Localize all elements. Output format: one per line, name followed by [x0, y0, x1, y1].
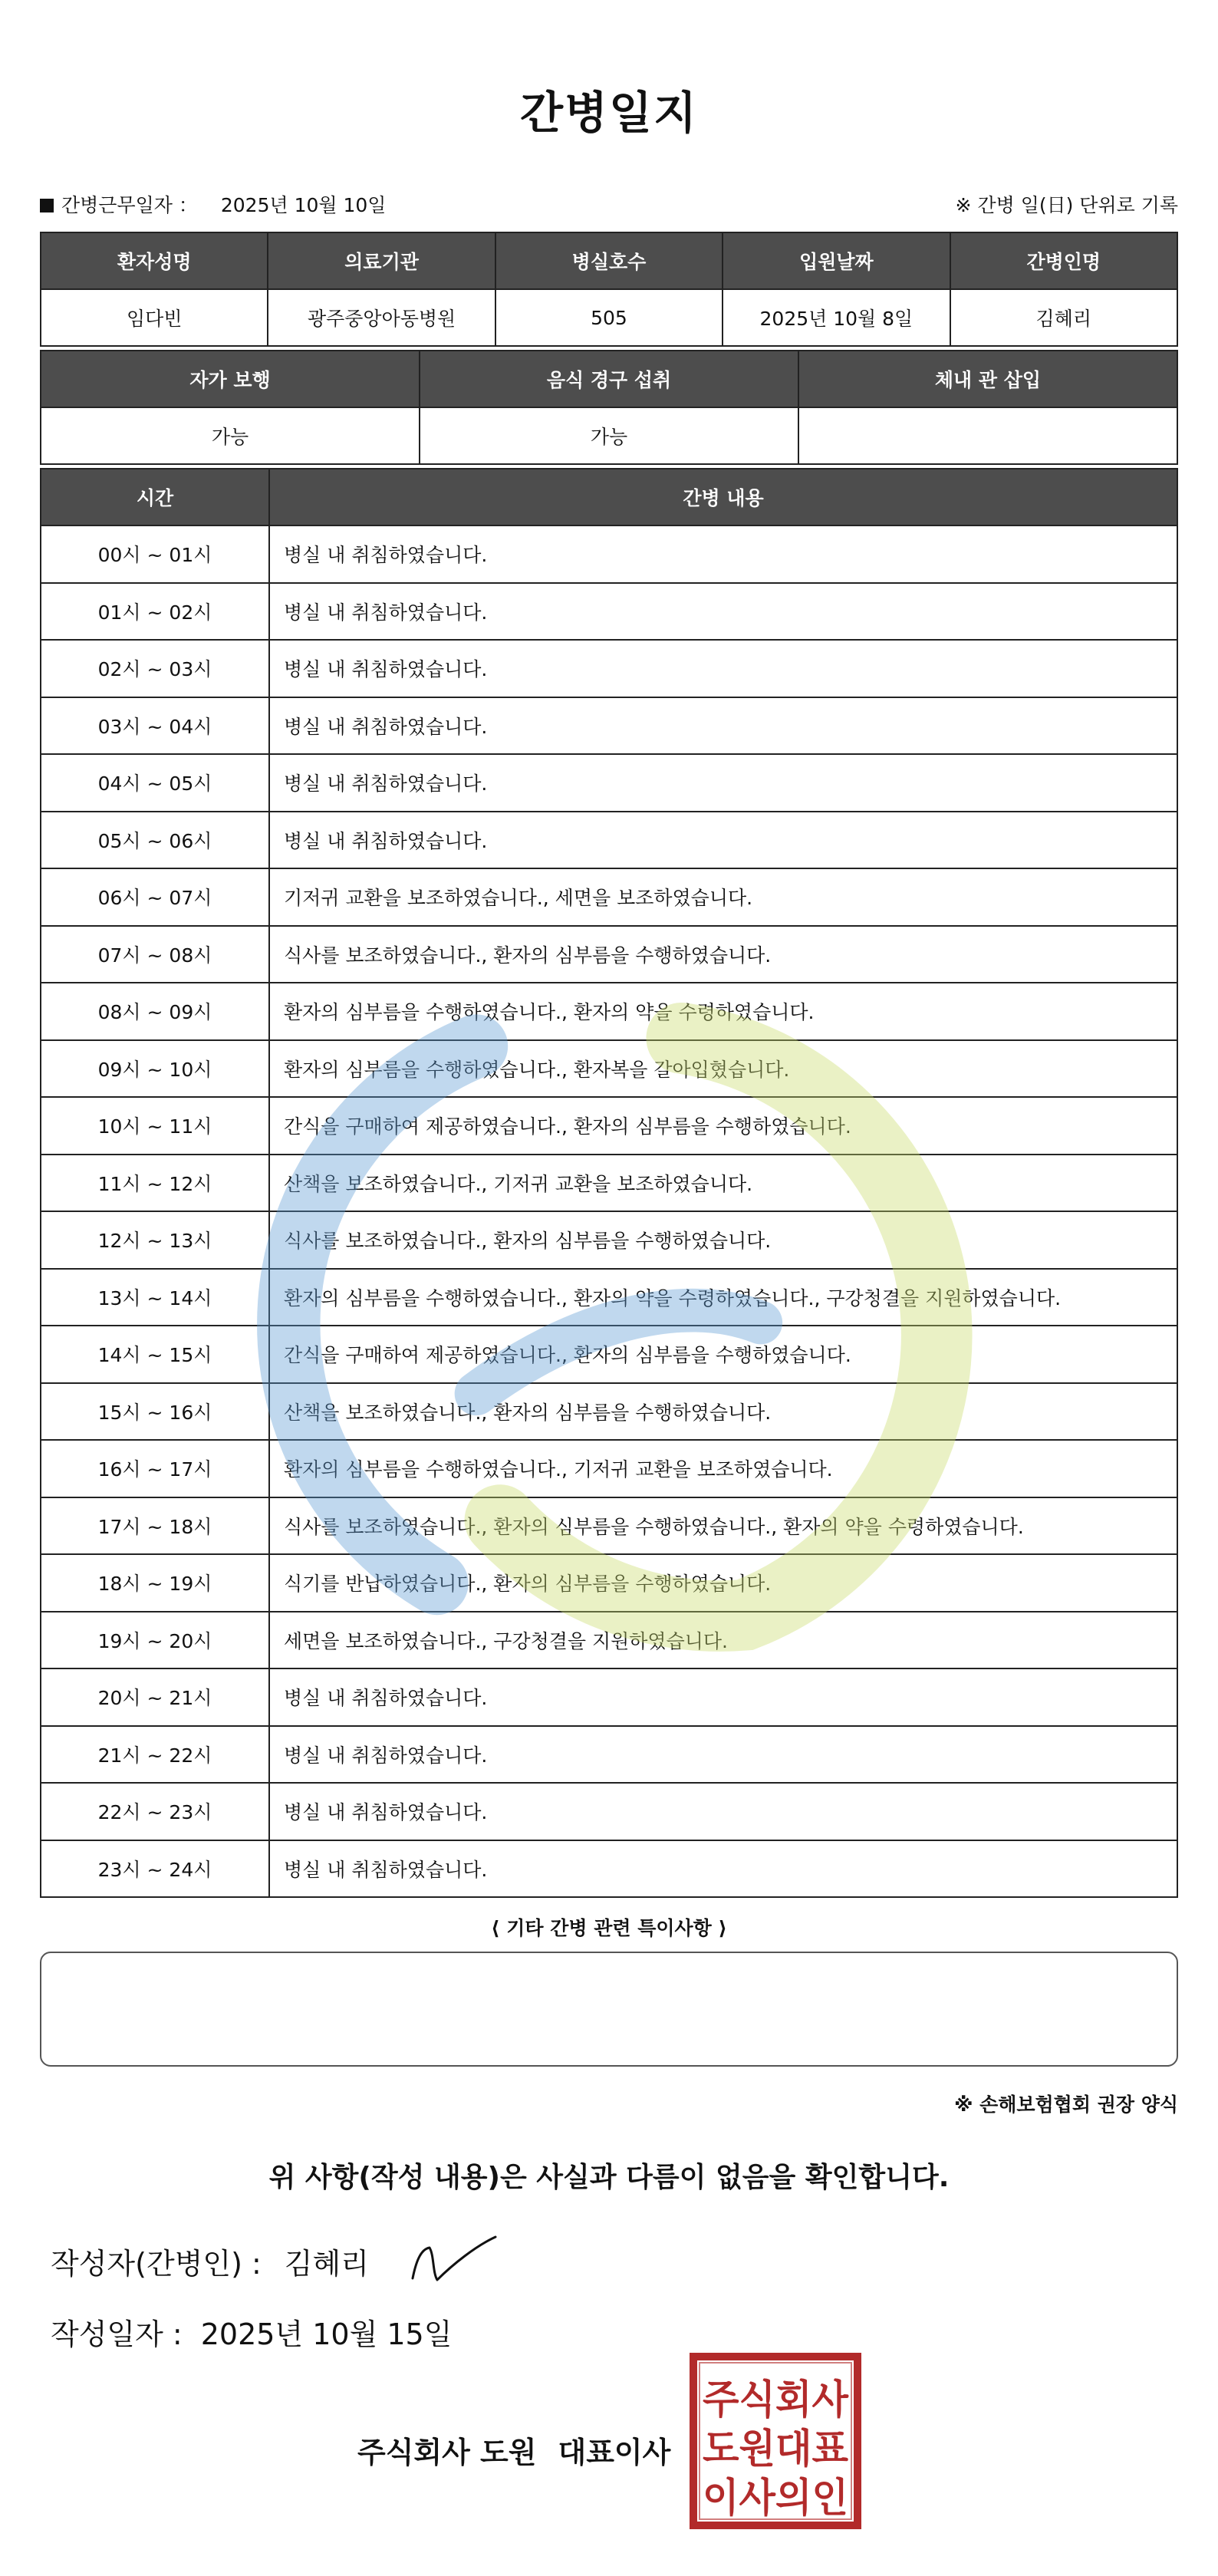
self-walking-value: 가능: [41, 407, 420, 464]
care-log-row: [41, 1211, 1177, 1269]
care-log-time: 15시 ~ 16시: [41, 1383, 269, 1441]
care-log-row: [41, 1612, 1177, 1669]
care-log-row: [41, 697, 1177, 755]
care-log-row: [41, 983, 1177, 1040]
care-log-body: [41, 525, 1177, 1897]
care-log-row: [41, 1554, 1177, 1612]
care-log-header-row: [41, 469, 1177, 525]
svg-text:도원대표: 도원대표: [703, 2426, 848, 2472]
care-log-content: 병실 내 취침하였습니다.: [269, 525, 1177, 583]
care-log-content: 식기를 반납하였습니다., 환자의 심부름을 수행하였습니다.: [269, 1554, 1177, 1612]
care-log-time: 18시 ~ 19시: [41, 1554, 269, 1612]
care-log-time: 00시 ~ 01시: [41, 525, 269, 583]
care-log-time: 20시 ~ 21시: [41, 1668, 269, 1726]
header-care-content: 간병 내용: [269, 469, 1177, 525]
header-self-walking: 자가 보행: [41, 351, 420, 407]
written-date-line: [51, 2311, 452, 2353]
header-admission-date: 입원날짜: [723, 232, 950, 289]
care-log-content: 간식을 구매하여 제공하였습니다., 환자의 심부름을 수행하였습니다.: [269, 1097, 1177, 1155]
care-log-time: 07시 ~ 08시: [41, 926, 269, 983]
care-log-time: 03시 ~ 04시: [41, 697, 269, 755]
care-log-content: 환자의 심부름을 수행하였습니다., 기저귀 교환을 보조하였습니다.: [269, 1440, 1177, 1497]
company-name: 주식회사 도원: [357, 2436, 537, 2469]
header-oral-intake: 음식 경구 섭취: [420, 351, 798, 407]
company-seal-stamp-icon: [689, 2352, 862, 2530]
care-log-row: [41, 583, 1177, 641]
care-log-row: [41, 1269, 1177, 1326]
care-log-time: 16시 ~ 17시: [41, 1440, 269, 1497]
room-number: 505: [495, 289, 723, 346]
representative-title: 대표이사: [558, 2436, 671, 2469]
care-log-content: 산책을 보조하였습니다., 환자의 심부름을 수행하였습니다.: [269, 1383, 1177, 1441]
patient-info-header-row: [41, 232, 1177, 289]
patient-status-value-row: [41, 407, 1177, 464]
care-log-time: 23시 ~ 24시: [41, 1840, 269, 1898]
care-log-time: 22시 ~ 23시: [41, 1783, 269, 1840]
patient-info-value-row: [41, 289, 1177, 346]
header-time: 시간: [41, 469, 269, 525]
care-log-content: 병실 내 취침하였습니다.: [269, 1840, 1177, 1898]
caregiver-name: 김혜리: [950, 289, 1177, 346]
care-log-content: 병실 내 취침하였습니다.: [269, 754, 1177, 812]
care-log-table: [40, 468, 1178, 1898]
writer-label: 작성자(간병인) :: [51, 2247, 262, 2281]
care-log-content: 식사를 보조하였습니다., 환자의 심부름을 수행하였습니다.: [269, 926, 1177, 983]
record-note: ※ 간병 일(日) 단위로 기록: [955, 194, 1178, 216]
special-notes-title: ⟨ 기타 간병 관련 특이사항 ⟩: [491, 1917, 727, 1939]
care-log-row: [41, 1155, 1177, 1212]
care-log-row: [41, 1497, 1177, 1555]
care-log-content: 기저귀 교환을 보조하였습니다., 세면을 보조하였습니다.: [269, 868, 1177, 926]
writer-line: [51, 2240, 369, 2282]
care-log-time: 08시 ~ 09시: [41, 983, 269, 1040]
care-log-time: 10시 ~ 11시: [41, 1097, 269, 1155]
care-log-row: [41, 1040, 1177, 1098]
care-log-row: [41, 926, 1177, 983]
special-notes-box: [40, 1952, 1178, 2067]
page-title: 간병일지: [519, 87, 699, 139]
care-log-content: 환자의 심부름을 수행하였습니다., 환자복을 갈아입혔습니다.: [269, 1040, 1177, 1098]
care-log-time: 11시 ~ 12시: [41, 1155, 269, 1212]
care-log-content: 식사를 보조하였습니다., 환자의 심부름을 수행하였습니다.: [269, 1211, 1177, 1269]
care-log-row: [41, 1097, 1177, 1155]
svg-text:이사의인: 이사의인: [703, 2476, 848, 2522]
care-log-row: [41, 1668, 1177, 1726]
care-log-time: 12시 ~ 13시: [41, 1211, 269, 1269]
patient-info-table: [40, 232, 1178, 347]
tube-insertion-value: [798, 407, 1177, 464]
care-log-time: 21시 ~ 22시: [41, 1726, 269, 1784]
care-log-content: 병실 내 취침하였습니다.: [269, 812, 1177, 869]
care-log-content: 병실 내 취침하였습니다.: [269, 640, 1177, 697]
header-hospital: 의료기관: [268, 232, 495, 289]
care-log-content: 병실 내 취침하였습니다.: [269, 697, 1177, 755]
header-tube-insertion: 체내 관 삽입: [798, 351, 1177, 407]
care-log-row: [41, 1726, 1177, 1784]
black-square-icon: [40, 199, 54, 212]
handwritten-signature-icon: [407, 2232, 499, 2286]
care-log-row: [41, 525, 1177, 583]
care-log-row: [41, 868, 1177, 926]
care-log-content: 간식을 구매하여 제공하였습니다., 환자의 심부름을 수행하였습니다.: [269, 1326, 1177, 1383]
care-log-time: 02시 ~ 03시: [41, 640, 269, 697]
patient-status-header-row: [41, 351, 1177, 407]
header-patient-name: 환자성명: [41, 232, 268, 289]
oral-intake-value: 가능: [420, 407, 798, 464]
care-log-row: [41, 1783, 1177, 1840]
care-log-content: 식사를 보조하였습니다., 환자의 심부름을 수행하였습니다., 환자의 약을 수령하였습니다.: [269, 1497, 1177, 1555]
care-log-content: 환자의 심부름을 수행하였습니다., 환자의 약을 수령하였습니다., 구강청결을 지원하였습니다.: [269, 1269, 1177, 1326]
care-log-time: 17시 ~ 18시: [41, 1497, 269, 1555]
writer-name: 김혜리: [284, 2247, 369, 2281]
patient-name: 임다빈: [41, 289, 268, 346]
work-date-block: [40, 190, 386, 218]
care-log-content: 병실 내 취침하였습니다.: [269, 1783, 1177, 1840]
care-log-row: [41, 754, 1177, 812]
care-log-row: [41, 640, 1177, 697]
care-log-content: 환자의 심부름을 수행하였습니다., 환자의 약을 수령하였습니다.: [269, 983, 1177, 1040]
care-log-time: 06시 ~ 07시: [41, 868, 269, 926]
confirmation-statement: 위 사항(작성 내용)은 사실과 다름이 없음을 확인합니다.: [268, 2162, 950, 2193]
patient-status-table: [40, 350, 1178, 465]
care-log-content: 산책을 보조하였습니다., 기저귀 교환을 보조하였습니다.: [269, 1155, 1177, 1212]
care-log-time: 04시 ~ 05시: [41, 754, 269, 812]
company-line: [357, 2429, 670, 2471]
care-log-time: 05시 ~ 06시: [41, 812, 269, 869]
care-log-row: [41, 1326, 1177, 1383]
work-date-line: [40, 190, 1178, 218]
care-log-time: 09시 ~ 10시: [41, 1040, 269, 1098]
care-log-time: 13시 ~ 14시: [41, 1269, 269, 1326]
work-date-label: 간병근무일자 ：: [61, 194, 198, 216]
care-log-content: 병실 내 취침하였습니다.: [269, 1668, 1177, 1726]
care-log-row: [41, 1840, 1177, 1898]
written-date-value: 2025년 10월 15일: [200, 2317, 453, 2351]
work-date-value: 2025년 10월 10일: [220, 194, 387, 216]
care-log-content: 병실 내 취침하였습니다.: [269, 1726, 1177, 1784]
care-log-content: 세면을 보조하였습니다., 구강청결을 지원하였습니다.: [269, 1612, 1177, 1669]
care-log-time: 14시 ~ 15시: [41, 1326, 269, 1383]
header-room: 병실호수: [495, 232, 723, 289]
care-log-row: [41, 812, 1177, 869]
care-log-time: 01시 ~ 02시: [41, 583, 269, 641]
svg-text:주식회사: 주식회사: [703, 2377, 849, 2423]
care-log-content: 병실 내 취침하였습니다.: [269, 583, 1177, 641]
written-date-label: 작성일자 :: [51, 2317, 183, 2351]
care-log-row: [41, 1440, 1177, 1497]
hospital-name: 광주중앙아동병원: [268, 289, 495, 346]
care-log-time: 19시 ~ 20시: [41, 1612, 269, 1669]
care-log-row: [41, 1383, 1177, 1441]
header-caregiver: 간병인명: [950, 232, 1177, 289]
association-note: ※ 손해보험협회 권장 양식: [954, 2093, 1178, 2116]
admission-date: 2025년 10월 8일: [723, 289, 950, 346]
